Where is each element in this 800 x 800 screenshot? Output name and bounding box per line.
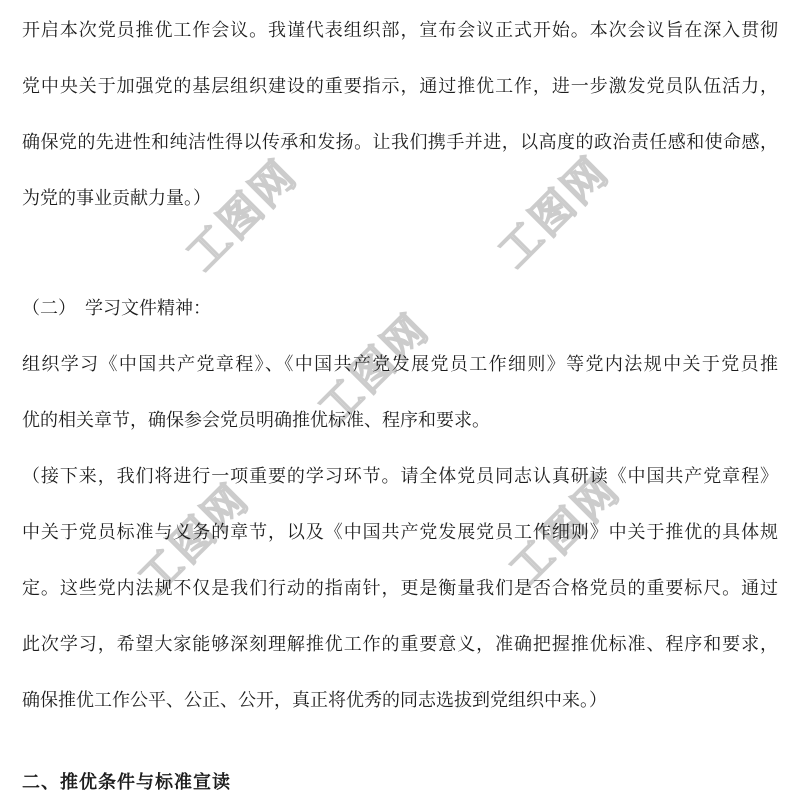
body-line: 为党的事业贡献力量。） [22, 188, 211, 208]
subsection-heading: （二） 学习文件精神： [22, 298, 211, 318]
body-line: 开启本次党员推优工作会议。我谨代表组织部，宣布会议正式开始。本次会议旨在深入贯彻 [22, 20, 778, 40]
watermark-text: 工图网 [489, 147, 619, 277]
watermark-text: 工图网 [177, 150, 307, 280]
body-line: 确保推优工作公平、公正、公开，真正将优秀的同志选拔到党组织中来。） [22, 690, 607, 710]
section-heading: 二、推优条件与标准宣读 [22, 772, 231, 792]
watermark-text: 工图网 [500, 465, 630, 595]
body-line: 组织学习《中国共产党章程》、《中国共产党发展党员工作细则》等党内法规中关于党员推 [22, 354, 778, 374]
watermark-text: 工图网 [129, 474, 259, 604]
body-line: （接下来，我们将进行一项重要的学习环节。请全体党员同志认真研读《中国共产党章程》 [22, 466, 778, 486]
body-line: 此次学习，希望大家能够深刻理解推优工作的重要意义，准确把握推优标准、程序和要求， [22, 634, 778, 654]
body-line: 确保党的先进性和纯洁性得以传承和发扬。让我们携手并进，以高度的政治责任感和使命感， [22, 132, 778, 152]
body-line: 优的相关章节，确保参会党员明确推优标准、程序和要求。 [22, 410, 490, 430]
body-line: 党中央关于加强党的基层组织建设的重要指示，通过推优工作，进一步激发党员队伍活力， [22, 76, 778, 96]
watermark-text: 工图网 [309, 304, 439, 434]
body-line: 中关于党员标准与义务的章节，以及《中国共产党发展党员工作细则》中关于推优的具体规 [22, 522, 778, 542]
document-page [22, 0, 778, 800]
body-line: 定。这些党内法规不仅是我们行动的指南针，更是衡量我们是否合格党员的重要标尺。通过 [22, 578, 778, 598]
